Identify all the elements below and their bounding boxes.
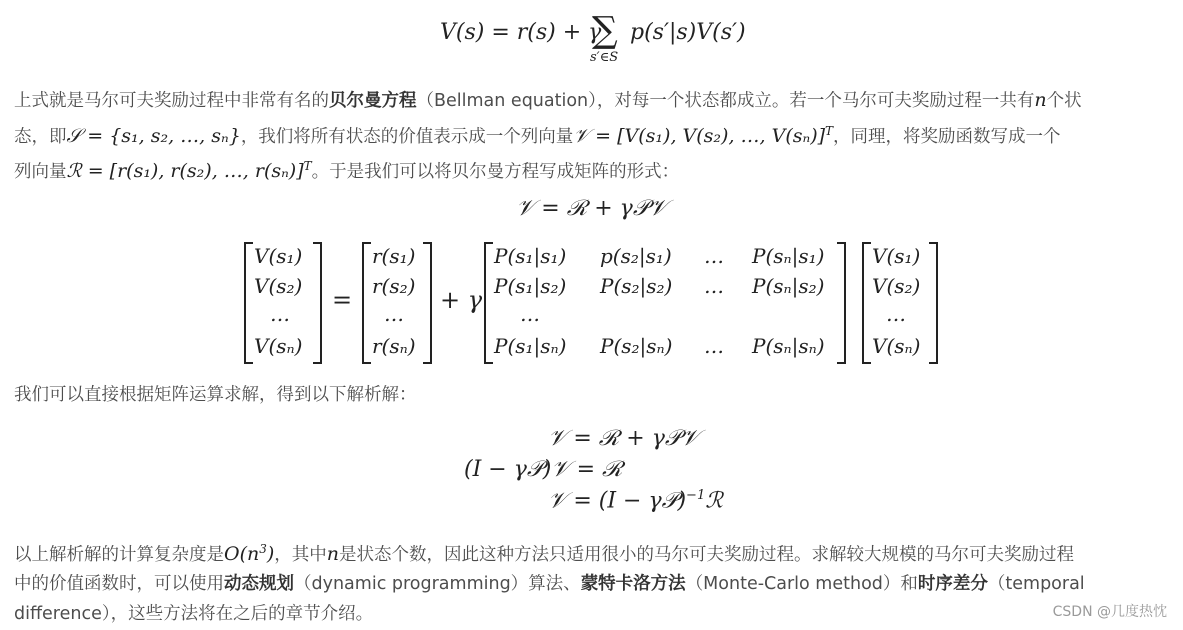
matrix-cell: r(s₂) (372, 274, 416, 298)
sum-symbol: ∑ (592, 10, 618, 51)
paragraph-bellman-intro (14, 86, 1164, 187)
matrix-cell: V(s₂) (872, 274, 921, 298)
matrix-cell: p(s₂|s₁) (600, 244, 672, 268)
matrix-cell: r(sₙ) (372, 334, 416, 358)
bold-term-mc: 蒙特卡洛方法 (580, 574, 686, 595)
bracket-left (484, 242, 493, 364)
matrix-p (484, 242, 846, 364)
sum-subscript: s′∈S (590, 50, 619, 65)
text: 是状态个数，因此这种方法只适用很小的马尔可夫奖励过程。求解较大规模的马尔可夫奖励过程 (339, 544, 1075, 565)
matrix-cell: … (520, 302, 540, 326)
eq1-lhs: V(s) = r(s) + γ (440, 20, 602, 45)
eq1-rhs: p(s′|s)V(s′) (630, 20, 746, 45)
matrix-cell: V(s₁) (254, 244, 303, 268)
para1-line2 (14, 117, 1164, 152)
text: difference），这些方法将在之后的章节介绍。 (14, 603, 374, 624)
text: ，同理，将奖励函数写成一个 (833, 126, 1061, 147)
bracket-left (862, 242, 871, 364)
equation-solution (460, 426, 760, 522)
matrix-v2 (862, 242, 938, 364)
bold-term-dp: 动态规划 (224, 574, 294, 595)
bracket-left (362, 242, 371, 364)
matrix-cell: V(s₂) (254, 274, 303, 298)
math-sup: 3 (259, 542, 267, 556)
matrix-cell: … (704, 244, 724, 268)
eq3-line3-end: ℛ (705, 488, 723, 514)
matrix-cell: P(sₙ|sₙ) (752, 334, 825, 358)
text: 态，即 (14, 126, 67, 147)
matrix-cell: P(s₁|s₂) (494, 274, 567, 298)
matrix-r (362, 242, 432, 364)
math-sup: T (825, 123, 834, 138)
para1-line1 (14, 86, 1164, 117)
para1-line3 (14, 152, 1164, 187)
matrix-cell: P(s₁|s₁) (494, 244, 567, 268)
text: 个状 (1046, 91, 1082, 111)
text: 列向量 (14, 161, 67, 182)
text: （Bellman equation），对每一个状态都成立。若一个马尔可夫奖励过程一共有 (416, 91, 1035, 111)
text: 。于是我们可以将贝尔曼方程写成矩阵的形式： (311, 161, 680, 182)
matrix-cell: P(s₂|sₙ) (600, 334, 673, 358)
math-reward-vector: ℛ = [r(s₁), r(s₂), …, r(sₙ)] (66, 159, 304, 182)
eq3-line3-sup: −1 (686, 488, 706, 503)
eq3-line2: (I − γ𝒫)𝒱 = ℛ (464, 457, 623, 482)
equation-matrix-form: 𝒱 = ℛ + γ𝒫𝒱 (515, 196, 668, 221)
bold-term-td: 时序差分 (917, 574, 988, 595)
matrix-cell: … (384, 302, 404, 326)
eq3-line3 (548, 488, 723, 513)
watermark: CSDN @几度热忱 (1052, 604, 1167, 620)
text: （dynamic programming）算法、 (294, 574, 581, 595)
matrix-cell: r(s₁) (372, 244, 416, 268)
text: 中的价值函数时，可以使用 (14, 574, 224, 595)
equals-sign: = (332, 286, 353, 314)
paragraph-solve: 我们可以直接根据矩阵运算求解，得到以下解析解： (14, 385, 417, 405)
text: ，我们将所有状态的价值表示成一个列向量 (240, 126, 574, 147)
plus-gamma: + γ (440, 286, 483, 314)
bracket-left (244, 242, 253, 364)
matrix-cell: P(s₁|sₙ) (494, 334, 567, 358)
bracket-right (837, 242, 846, 364)
matrix-cell: … (886, 302, 906, 326)
math-complexity: O(n (224, 542, 260, 565)
text: （Monte-Carlo method）和 (685, 574, 918, 595)
math-state-set: 𝒮 = {s₁, s₂, …, sₙ} (66, 124, 241, 147)
para3-line1 (14, 535, 1164, 570)
text: ，其中 (274, 544, 327, 565)
para3-line3 (14, 600, 1164, 630)
equation-bellman (440, 8, 760, 70)
bracket-right (313, 242, 322, 364)
bracket-right (929, 242, 938, 364)
para3-line2 (14, 570, 1164, 600)
math-sup: T (303, 158, 312, 173)
math-complexity-end: ) (266, 542, 275, 565)
bold-term-bellman: 贝尔曼方程 (329, 91, 417, 111)
matrix-cell: … (704, 334, 724, 358)
matrix-cell: V(s₁) (872, 244, 921, 268)
text: （temporal (987, 574, 1085, 595)
math-value-vector: 𝒱 = [V(s₁), V(s₂), …, V(sₙ)] (573, 124, 826, 147)
matrix-v (244, 242, 322, 364)
paragraph-complexity (14, 535, 1164, 629)
math-n: n (1034, 89, 1047, 111)
bracket-right (423, 242, 432, 364)
matrix-cell: P(sₙ|s₂) (752, 274, 825, 298)
matrix-cell: V(sₙ) (254, 334, 303, 358)
matrix-cell: P(sₙ|s₁) (752, 244, 825, 268)
text: 以上解析解的计算复杂度是 (14, 544, 224, 565)
matrix-cell: V(sₙ) (872, 334, 921, 358)
eq3-line3-main: 𝒱 = (I − γ𝒫) (548, 488, 687, 514)
matrix-cell: P(s₂|s₂) (600, 274, 673, 298)
matrix-equation (244, 242, 944, 364)
math-n: n (326, 542, 340, 565)
text: 上式就是马尔可夫奖励过程中非常有名的 (14, 91, 329, 111)
matrix-cell: … (270, 302, 290, 326)
eq3-line1: 𝒱 = ℛ + γ𝒫𝒱 (548, 426, 700, 451)
matrix-cell: … (704, 274, 724, 298)
